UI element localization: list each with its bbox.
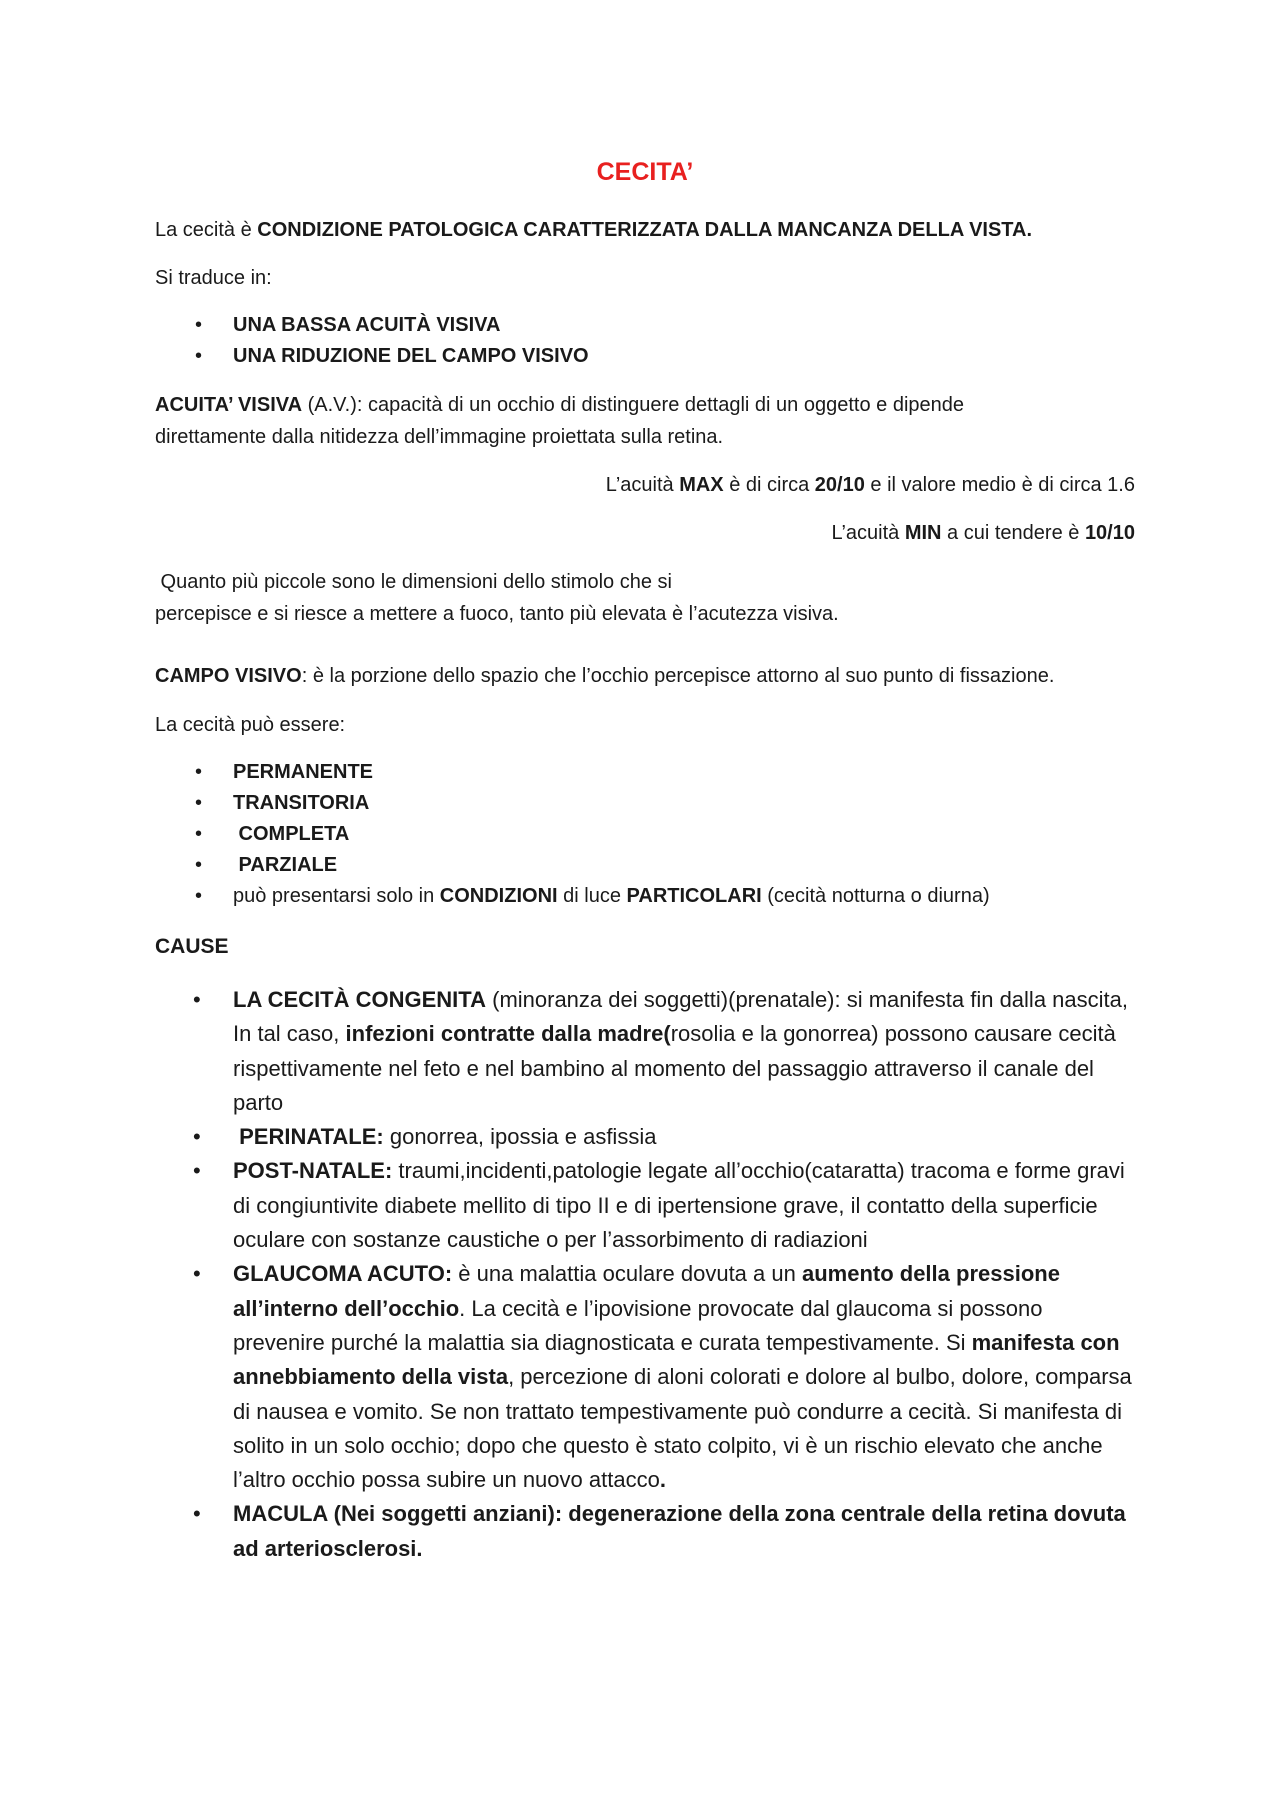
causes-list <box>155 983 1135 1566</box>
bullet-icon: • <box>195 314 203 336</box>
field-paragraph: CAMPO VISIVO: è la porzione dello spazio che l’occhio percepisce attorno al suo punto di fissazione. <box>155 665 1055 687</box>
bullet-icon: • <box>195 792 203 814</box>
bullet-icon: • <box>195 885 203 907</box>
list-item: • GLAUCOMA ACUTO: è una malattia oculare dovuta a un aumento della pressione all’interno dell’occhio. La cecità e l’ipovisione provocate dal glaucoma si possono prevenire purché la malattia sia diagnosticata e curata tempestivamente. Si manifesta con annebbiamento della vista, percezione di aloni colorati e dolore al bulbo, dolore, comparsa di nausea e vomito. Se non trattato tempestivamente può condurre a cecità. Si manifesta di solito in un solo occhio; dopo che questo è stato colpito, vi è un rischio elevato che anche l’altro occhio possa subire un nuovo attacco. <box>155 1257 1135 1497</box>
bullet-icon: • <box>195 345 203 367</box>
list-item: • PARZIALE <box>155 850 1135 881</box>
list-item: • UNA BASSA ACUITÀ VISIVA <box>155 310 1135 341</box>
intro-text: La cecità è <box>155 219 258 241</box>
can-be-label: La cecità può essere: <box>155 714 346 736</box>
intro-paragraph <box>155 214 1135 246</box>
acuity-paragraph: ACUITA’ VISIVA (A.V.): capacità di un occhio di distinguere dettagli di un oggetto e dipende direttamente dalla nitidezza dell’immagine proiettata sulla retina. <box>155 394 964 448</box>
bullet-icon: • <box>193 1501 201 1527</box>
acuity-term: ACUITA’ VISIVA <box>155 394 303 416</box>
bullet-icon: • <box>195 823 203 845</box>
acuity-max-line: L’acuità MAX è di circa 20/10 e il valore medio è di circa 1.6 <box>605 474 1135 496</box>
list-item: • LA CECITÀ CONGENITA (minoranza dei soggetti)(prenatale): si manifesta fin dalla nascita, In tal caso, infezioni contratte dalla madre(rosolia e la gonorrea) possono causare cecità rispettivamente nel feto e nel bambino al momento del passaggio attraverso il canale del parto <box>155 983 1135 1120</box>
translates-list <box>155 310 1135 372</box>
list-item: • MACULA (Nei soggetti anziani): degenerazione della zona centrale della retina dovuta ad arteriosclerosi. <box>155 1497 1135 1566</box>
field-term: CAMPO VISIVO <box>155 665 302 687</box>
list-item: • PERMANENTE <box>155 757 1135 788</box>
intro-bold: CONDIZIONE PATOLOGICA CARATTERIZZATA DALLA MANCANZA DELLA VISTA. <box>257 219 1033 241</box>
translates-label: Si traduce in: <box>155 267 272 289</box>
list-item: • COMPLETA <box>155 819 1135 850</box>
bullet-icon: • <box>193 1158 201 1184</box>
bullet-icon: • <box>193 1261 201 1287</box>
bullet-icon: • <box>195 761 203 783</box>
list-item: • TRANSITORIA <box>155 788 1135 819</box>
list-item: • PERINATALE: gonorrea, ipossia e asfissia <box>155 1120 1135 1154</box>
types-list <box>155 757 1135 912</box>
stimulus-paragraph: Quanto più piccole sono le dimensioni dello stimolo che si percepisce e si riesce a mettere a fuoco, tanto più elevata è l’acutezza visiva. <box>155 571 839 625</box>
list-item: • UNA RIDUZIONE DEL CAMPO VISIVO <box>155 341 1135 372</box>
bullet-icon: • <box>193 1124 201 1150</box>
bullet-icon: • <box>195 854 203 876</box>
list-item: • può presentarsi solo in CONDIZIONI di luce PARTICOLARI (cecità notturna o diurna) <box>155 881 1135 912</box>
page-title: CECITA’ <box>596 158 694 186</box>
list-item: • POST-NATALE: traumi,incidenti,patologie legate all’occhio(cataratta) tracoma e forme gravi di congiuntivite diabete mellito di tipo II e di ipertensione grave, il contatto della superficie oculare con sostanze caustiche o per l’assorbimento di radiazioni <box>155 1154 1135 1257</box>
acuity-min-line: L’acuità MIN a cui tendere è 10/10 <box>831 522 1135 544</box>
bullet-icon: • <box>193 987 201 1012</box>
causes-heading: CAUSE <box>155 935 229 958</box>
